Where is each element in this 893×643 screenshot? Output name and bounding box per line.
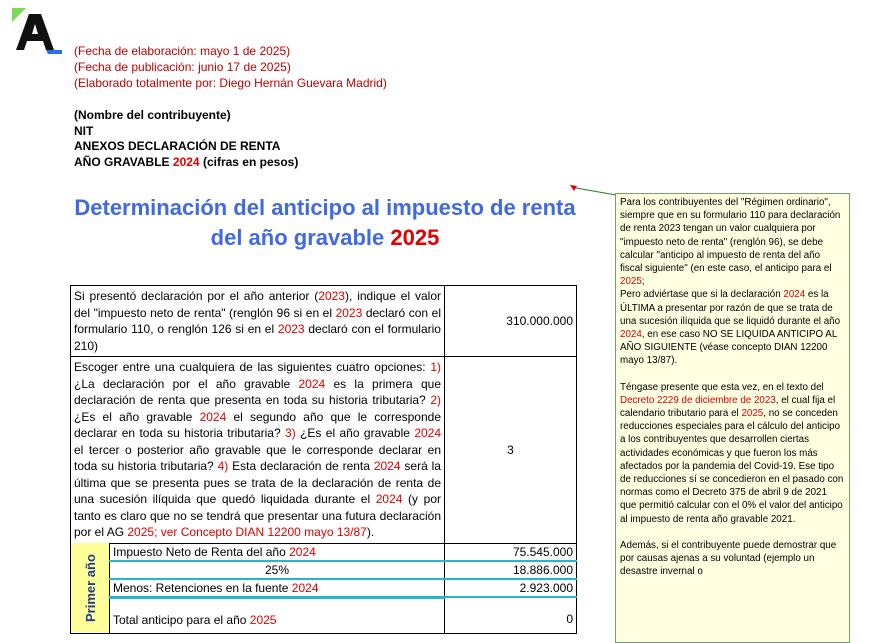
comment-indicator — [570, 185, 620, 199]
publication-date: (Fecha de publicación: junio 17 de 2025) — [74, 60, 291, 74]
document-metadata — [74, 43, 387, 91]
logo-icon — [12, 8, 62, 54]
impuesto-neto-value[interactable]: 75.545.000 — [445, 543, 577, 561]
percentage-value[interactable]: 18.886.000 — [445, 561, 577, 579]
previous-tax-value[interactable]: 310.000.000 — [445, 286, 577, 357]
fiscal-year-line: AÑO GRAVABLE 2024 (cifras en pesos) — [74, 154, 299, 169]
elaboration-date: (Fecha de elaboración: mayo 1 de 2025) — [74, 44, 291, 58]
note-paragraph: Además, si el contribuyente puede demostrar que por causas ajenas a su voluntad (ejemplo un desastre invernal o — [620, 539, 837, 578]
total-value[interactable]: 0 — [445, 597, 577, 633]
note-paragraph: Pero adviértase que si la declaración 2024 es la ÚLTIMA a presentar por razón de que se trata de una sucesión ilíquida que se liquidó durante el año 2024, en ese caso NO SE LIQUIDA ANTICIPO AL AÑO SIGUIENTE (véase concepto DIAN 12200 mayo 13/87). — [620, 289, 841, 367]
percentage-label: 25% — [110, 561, 445, 579]
document-header — [74, 108, 298, 170]
total-label: Total anticipo para el año 2025 — [110, 597, 445, 633]
note-paragraph: Para los contribuyentes del "Régimen ordinario", siempre que en su formulario 110 para declaración de renta 2023 tengan un valor cualquiera por "impuesto neto de renta" (renglón 96), se debe calcular "anticipo al impuesto de renta del año fiscal siguiente" (en este caso, el anticipo para el 2025; — [620, 197, 841, 288]
question-options: Escoger entre una cualquiera de las siguientes cuatro opciones: 1) ¿La declaración por el año gravable 2024 es la primera que declaración de renta que presenta en toda su historia tributaria? 2) ¿Es el año gravable 2024 el segundo año que le corresponde declarar en toda su historia tributaria? 3) ¿Es el año gravable 2024 el tercer o posterior año gravable que le corresponde declarar en toda su historia tributaria? 4) Esta declaración de renta 2024 será la última que se presenta pues se trata de la declaración de renta de una sucesión ilíquida que quedó liquidada durante el 2024 (y por tanto es claro que no se tendrá que presentar una futura declaración por el AG 2025; ver Concepto DIAN 12200 mayo 13/87). — [71, 357, 445, 544]
anticipo-table — [70, 285, 577, 634]
author-line: (Elaborado totalmente por: Diego Hernán Guevara Madrid) — [74, 76, 387, 90]
comment-note — [615, 193, 850, 643]
table-row — [71, 579, 577, 598]
question-previous-tax: Si presentó declaración por el año anterior (2023), indique el valor del "impuesto neto de renta" (renglón 96 si en el 2023 declaró con el formulario 110, o renglón 126 si en el 2023 declaró con el formulario 210) — [71, 286, 445, 357]
section-label: Primer año — [71, 543, 110, 633]
table-row — [71, 597, 577, 633]
table-row — [71, 286, 577, 357]
nit-label: NIT — [74, 123, 94, 138]
impuesto-neto-label: Impuesto Neto de Renta del año 2024 — [110, 543, 445, 561]
table-row — [71, 357, 577, 544]
page-title: Determinación del anticipo al impuesto de renta del año gravable 2025 — [74, 195, 576, 250]
option-value[interactable]: 3 — [445, 357, 577, 544]
table-row — [71, 561, 577, 579]
taxpayer-name: (Nombre del contribuyente) — [74, 108, 231, 122]
annexes-title: ANEXOS DECLARACIÓN DE RENTA — [74, 139, 281, 153]
note-paragraph: Téngase presente que esta vez, en el texto del Decreto 2229 de diciembre de 2023, el cual fija el calendario tributario para el 2025, no se conceden reducciones especiales para el cálculo del anticipo a los contribuyentes que desarrollen ciertas actividades económicas y que fueron los más afectados por la pandemia del Covid-19. Ese tipo de reducciones sí se concedieron en el pasado con normas como el Decreto 375 de abril 9 de 2021 que permitió calcular con el 0% el valor del anticipo al impuesto de renta año gravable 2021. — [620, 381, 844, 525]
retenciones-value[interactable]: 2.923.000 — [445, 579, 577, 598]
table-row — [71, 543, 577, 561]
retenciones-label: Menos: Retenciones en la fuente 2024 — [110, 579, 445, 598]
